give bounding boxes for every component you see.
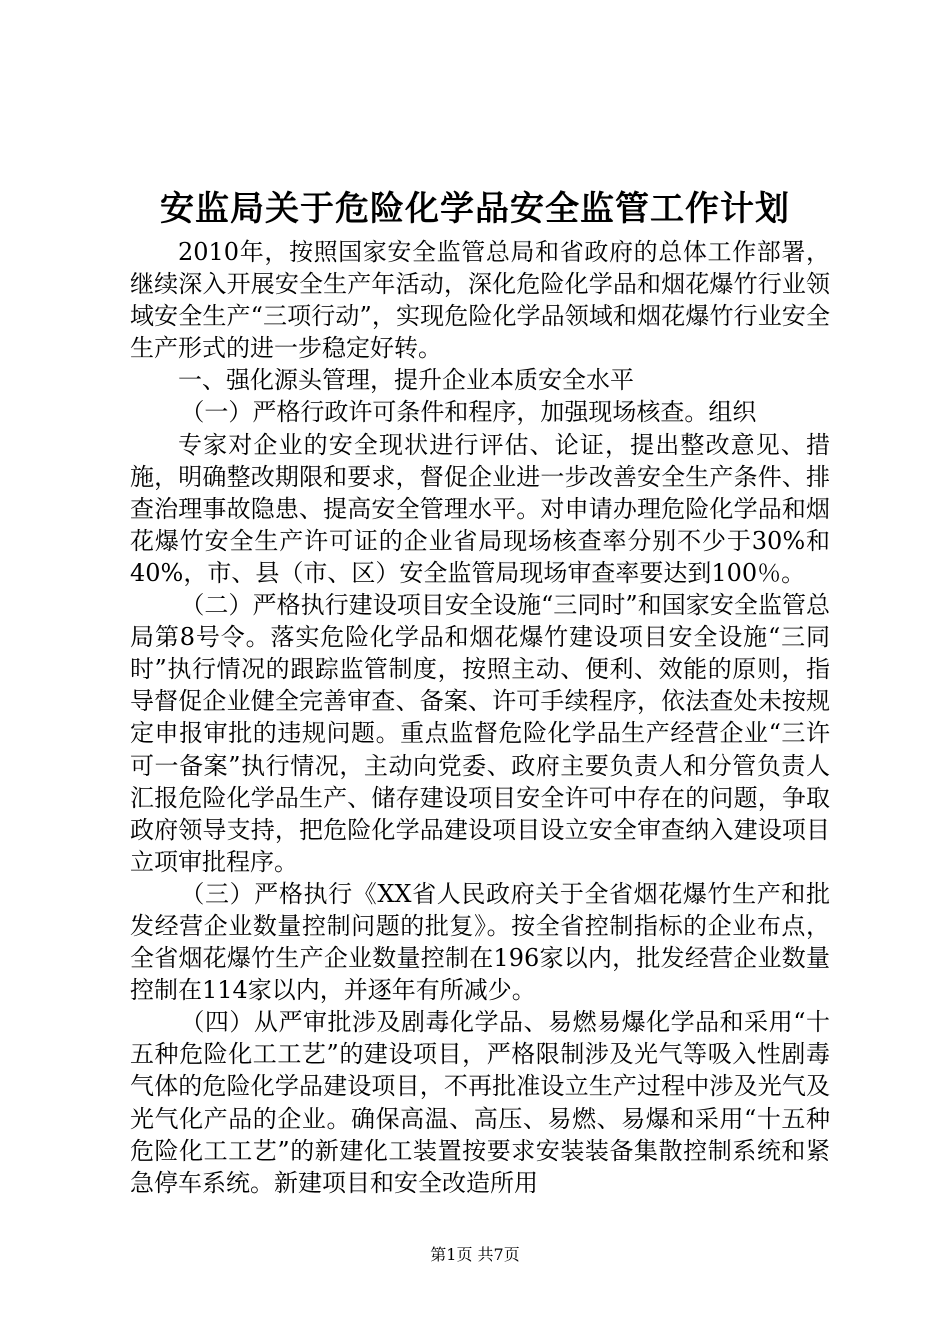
subsection-heading-1: （一）严格行政许可条件和程序，加强现场核查。组织 (180, 398, 757, 427)
section-heading-1: 一、强化源头管理，提升企业本质安全水平 (178, 366, 634, 395)
page-footer: 第1页 共7页 (430, 1245, 520, 1264)
paragraph-intro: 2010年，按照国家安全监管总局和省政府的总体工作部署，继续深入开展安全生产年活动，深化危险化学品和烟花爆竹行业领域安全生产“三项行动”，实现危险化学品领域和烟花爆竹行业安全生产形式的进一步稳定好转。 (130, 238, 830, 363)
paragraph-expert-review: 专家对企业的安全现状进行评估、论证，提出整改意见、措施，明确整改期限和要求，督促企业进一步改善安全生产条件、排查治理事故隐患、提高安全管理水平。对申请办理危险化学品和烟花爆竹安全生产许可证的企业省局现场核查率分别不少于30%和40%，市、县（市、区）安全监管局现场审查率要达到100％。 (130, 430, 830, 587)
document-title: 安监局关于危险化学品安全监管工作计划 (160, 189, 790, 229)
paragraph-fireworks-quota: （三）严格执行《XX省人民政府关于全省烟花爆竹生产和批发经营企业数量控制问题的批复》。按全省控制指标的企业布点，全省烟花爆竹生产企业数量控制在196家以内，批发经营企业数量控制在114家以内，并逐年有所减少。 (130, 879, 830, 1005)
document-body (130, 236, 830, 1199)
paragraph-strict-approval: （四）从严审批涉及剧毒化学品、易燃易爆化学品和采用“十五种危险化工工艺”的建设项目，严格限制涉及光气等吸入性剧毒气体的危险化学品建设项目，不再批准设立生产过程中涉及光气及光气化产品的企业。确保高温、高压、易燃、易爆和采用“十五种危险化工工艺”的新建化工装置按要求安装装备集散控制系统和紧急停车系统。新建项目和安全改造所用 (130, 1008, 830, 1197)
paragraph-three-simultaneous: （二）严格执行建设项目安全设施“三同时”和国家安全监管总局第8号令。落实危险化学品和烟花爆竹建设项目安全设施“三同时”执行情况的跟踪监管制度，按照主动、便利、效能的原则，指导督促企业健全完善审查、备案、许可手续程序，依法查处未按规定申报审批的违规问题。重点监督危险化学品生产经营企业“三许可一备案”执行情况，主动向党委、政府主要负责人和分管负责人汇报危险化学品生产、储存建设项目安全许可中存在的问题，争取政府领导支持，把危险化学品建设项目设立安全审查纳入建设项目立项审批程序。 (130, 591, 830, 876)
